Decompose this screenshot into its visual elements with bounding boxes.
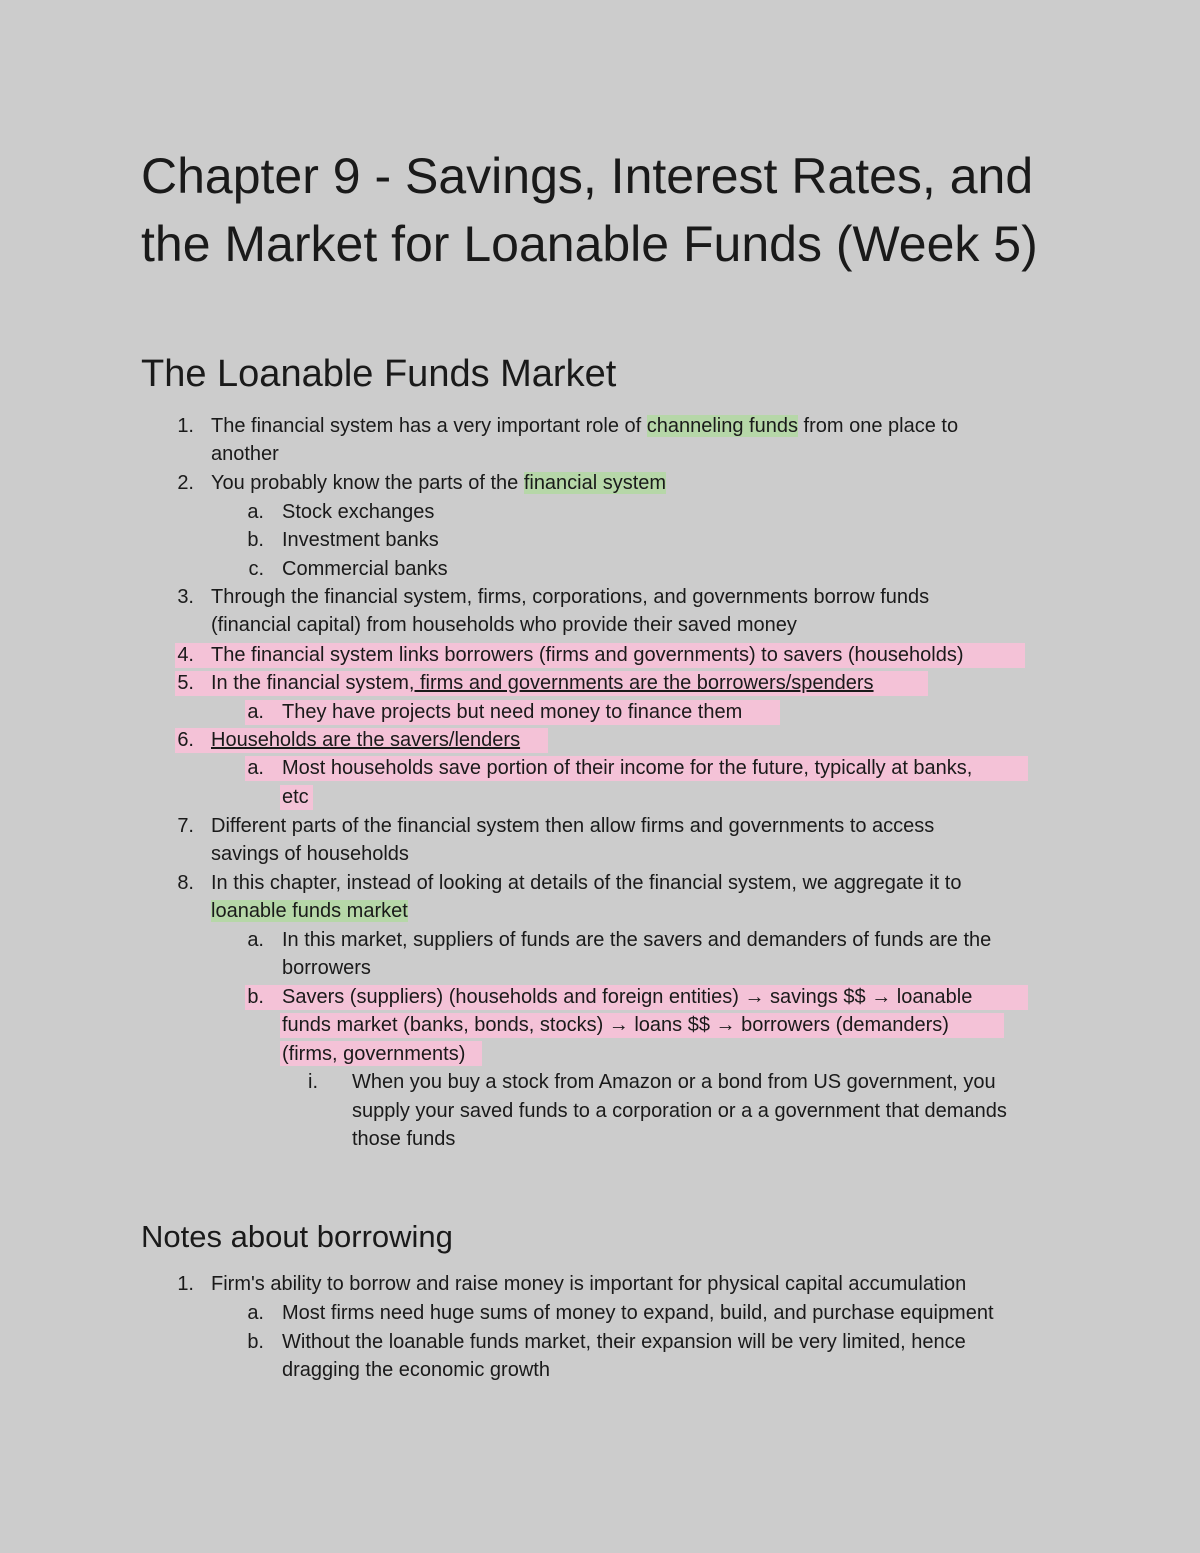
subsublist-item-amazon: When you buy a stock from Amazon or a bond from US government, you [352, 1071, 996, 1093]
sublist-letter: c. [248, 558, 264, 580]
subsublist-item-amazon-cont: supply your saved funds to a corporation or a a government that demands [352, 1100, 1007, 1122]
list-item-3-cont: (financial capital) from households who provide their saved money [211, 614, 797, 636]
list-item-5 [211, 669, 874, 697]
subsublist-item-amazon-cont2: those funds [352, 1128, 456, 1150]
sublist-item-savers-flow-cont: funds market (banks, bonds, stocks) → loans $$ → borrowers (demanders) [282, 1014, 949, 1036]
list-number: 8. [177, 872, 194, 894]
title-line-2: the Market for Loanable Funds (Week 5) [141, 216, 1038, 272]
document-title [141, 142, 1101, 278]
list-item-firm-ability: Firm's ability to borrow and raise money is important for physical capital accumulation [211, 1273, 967, 1295]
sublist-item-commercial-banks: Commercial banks [282, 558, 448, 580]
sublist-item-households-save-cont: etc [282, 786, 309, 808]
underlined-borrowers-spenders: , firms and governments are the borrowers/spenders [408, 672, 874, 694]
list-item-text: In the financial system [211, 672, 409, 694]
section-heading-loanable-funds: The Loanable Funds Market [141, 353, 617, 395]
list-number: 1. [177, 415, 194, 437]
sublist-letter: a. [247, 929, 264, 951]
list-item-text: You probably know the parts of the [211, 472, 524, 494]
list-number: 7. [177, 815, 194, 837]
title-line-1: Chapter 9 - Savings, Interest Rates, and [141, 148, 1034, 204]
sublist-letter: a. [247, 1302, 264, 1324]
sublist-item-investment-banks: Investment banks [282, 529, 439, 551]
list-item-7: Different parts of the financial system then allow firms and governments to access [211, 815, 935, 837]
highlight-loanable-funds-market: loanable funds market [211, 900, 408, 922]
sublist-item-savers-flow: Savers (suppliers) (households and foreign entities) → savings $$ → loanable [282, 986, 973, 1008]
list-item-8: In this chapter, instead of looking at details of the financial system, we aggregate it to [211, 872, 962, 894]
list-item-2 [211, 469, 666, 497]
list-item-1 [211, 412, 958, 440]
sublist-item-stock-exchanges: Stock exchanges [282, 501, 435, 523]
list-number: 5. [177, 672, 194, 694]
list-item-text: The financial system has a very important role of [211, 415, 647, 437]
sublist-item-projects: They have projects but need money to finance them [282, 701, 743, 723]
sublist-letter: b. [247, 529, 264, 551]
sublist-letter: b. [247, 986, 264, 1008]
list-item-4: The financial system links borrowers (firms and governments) to savers (households) [211, 644, 964, 666]
list-number: 2. [177, 472, 194, 494]
list-number: 1. [177, 1273, 194, 1295]
sublist-item-savers-flow-cont2: (firms, governments) [282, 1043, 466, 1065]
highlight-channeling-funds: channeling funds [646, 415, 798, 437]
list-number: 3. [177, 586, 194, 608]
list-item-text: from one place to [797, 415, 959, 437]
subsublist-numeral: i. [308, 1071, 318, 1093]
sublist-letter: a. [247, 501, 264, 523]
sublist-letter: b. [247, 1331, 264, 1353]
list-number: 4. [177, 644, 194, 666]
sublist-item-suppliers-cont: borrowers [282, 957, 371, 979]
sublist-letter: a. [247, 701, 264, 723]
sublist-letter: a. [247, 757, 264, 779]
list-item-6: Households are the savers/lenders [211, 729, 521, 751]
list-item-1-cont: another [211, 443, 279, 465]
list-number: 6. [177, 729, 194, 751]
highlight-financial-system: financial system [523, 472, 667, 494]
sublist-item-households-save: Most households save portion of their income for the future, typically at banks, [282, 757, 973, 779]
list-item-3: Through the financial system, firms, corporations, and governments borrow funds [211, 586, 930, 608]
section-heading-notes-borrowing: Notes about borrowing [141, 1219, 453, 1254]
sublist-item-without-market: Without the loanable funds market, their expansion will be very limited, hence [282, 1331, 966, 1353]
sublist-item-without-market-cont: dragging the economic growth [282, 1359, 550, 1381]
sublist-item-huge-sums: Most firms need huge sums of money to expand, build, and purchase equipment [282, 1302, 994, 1324]
list-item-8-cont [211, 897, 408, 925]
list-item-7-cont: savings of households [211, 843, 409, 865]
sublist-item-suppliers: In this market, suppliers of funds are the savers and demanders of funds are the [282, 929, 992, 951]
